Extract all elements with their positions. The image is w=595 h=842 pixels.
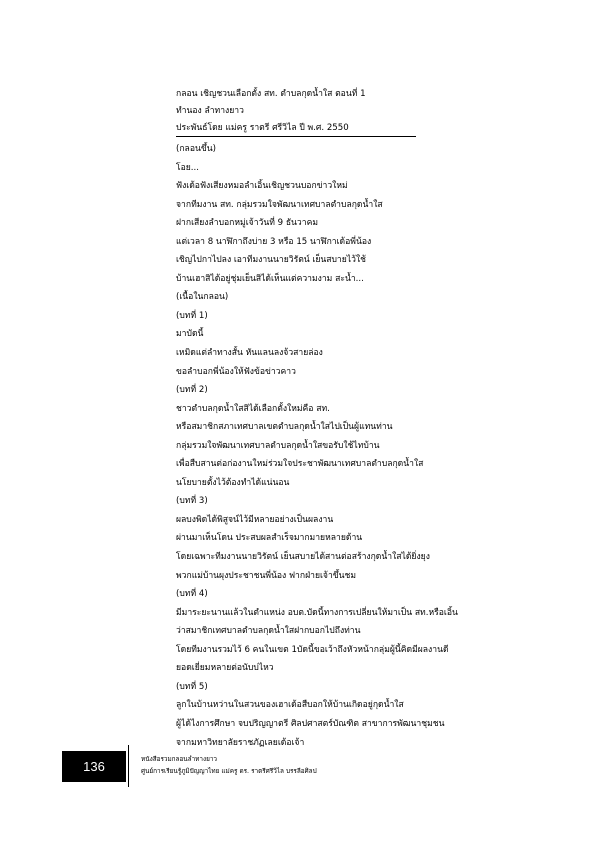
poem-line: (บทที่ 1) bbox=[176, 310, 208, 321]
poem-line: นโยบายตั้งไว้ต้องทำได้แน่นอน bbox=[176, 477, 290, 488]
poem-line: โดยทีมงานรวมไว้ 6 คนในเขต 1บัดนี้ขอเว้าถึงหัวหน้ากลุ่มผู้นี้คิดมีผลงานดี bbox=[176, 644, 449, 655]
poem-line: ฟังเด้อฟังเสียงหมอลำเอิ้นเชิญชวนบอกข่าวใหม่ bbox=[176, 181, 348, 192]
poem-line: จากทีมงาน สท. กลุ่มรวมใจพัฒนาเทศบาลตำบลกุดน้ำใส bbox=[176, 199, 383, 210]
poem-line: (บทที่ 5) bbox=[176, 681, 208, 692]
header-underline bbox=[176, 136, 416, 137]
poem-line: ชาวตำบลกุดน้ำใสสิได้เลือกตั้งใหม่คือ สท. bbox=[176, 403, 330, 414]
poem-line: เหมิดแต่ลำทางสั้น หันแลนลงจ้วสายล่อง bbox=[176, 348, 323, 359]
poem-line: พวกแม่บ้านผุงประชาชนพี่น้อง ฟากฝ่ายเจ้าขึ้นชม bbox=[176, 570, 357, 581]
poem-line: ฝากเสียงลำบอกหมู่เจ้าวันที่ 9 ธันวาคม bbox=[176, 218, 318, 229]
footer-publisher: ศูนย์การเรียนรู้ภูมิปัญญาไทย แม่ครู ดร. ราตรีศรีวิไล บรรลือศิลป bbox=[141, 767, 317, 775]
poem-line: จากมหาวิทยาลัยราชภัฏเลยเด้อเจ้า bbox=[176, 737, 305, 748]
poem-line: (บทที่ 2) bbox=[176, 385, 208, 396]
poem-line: (บทที่ 4) bbox=[176, 589, 208, 600]
poem-line: เชิญไปกาไปลง เอาทีมงานนายวิรัตน์ เย็นสบายไว้ใช้ bbox=[176, 255, 366, 266]
poem-line: บ้านเฮาสิได้อยู่ชุ่มเย็นสิได้เห็นแต่ความงาม สะน้ำ... bbox=[176, 273, 364, 284]
poem-body bbox=[176, 140, 546, 752]
poem-line: โดยเฉพาะทีมงานนายวิรัตน์ เย็นสบายได้สานต่อสร้างกุดน้ำใสได้ยิ่งยุง bbox=[176, 552, 430, 563]
poem-header bbox=[176, 86, 416, 137]
poem-line: (เนื้อในกลอน) bbox=[176, 292, 229, 303]
poem-line: ผู้ได้ไงการศึกษา จบปริญญาตรี ศิลปศาสตร์บัณฑิต สาขาการพัฒนาชุมชน bbox=[176, 718, 445, 729]
poem-line: ขอลำบอกพี่น้องให้ฟังข้อข่าวคาว bbox=[176, 366, 296, 377]
poem-line: เพื่อสืบสานต่อก่องานใหม่ร่วมใจประชาพัฒนาเทศบาลตำบลกุดน้ำใส bbox=[176, 459, 424, 470]
poem-line: โอย... bbox=[176, 162, 200, 173]
poem-line: ผ่านมาเห็นโดน ประสบผลสำเร็จมากมายหลายด้าน bbox=[176, 533, 363, 544]
poem-line: หรือสมาชิกสภาเทศบาลเขตตำบลกุดน้ำใสไปเป็นผู้แทนท่าน bbox=[176, 422, 393, 433]
poem-author: ประพันธ์โดย แม่ครู ราตรี ศรีวิไล ปี พ.ศ. 2550 bbox=[176, 123, 349, 133]
poem-line: กลุ่มรวมใจพัฒนาเทศบาลตำบลกุดน้ำใสขอรับใช้ไทบ้าน bbox=[176, 440, 380, 451]
poem-line: (กลอนขึ้น) bbox=[176, 144, 216, 154]
poem-melody: ทำนอง ลำทางยาว bbox=[176, 106, 244, 116]
footer-caption bbox=[141, 753, 471, 777]
poem-line: แต่เวลา 8 นาฬิกาถึงบ่าย 3 หรือ 15 นาฬิกาเด้อพี่น้อง bbox=[176, 236, 372, 247]
poem-line: มาบัดนี้ bbox=[176, 329, 204, 340]
page-number: 136 bbox=[62, 751, 126, 782]
footer-divider bbox=[128, 745, 129, 787]
poem-line: มีมาระยะนานแล้วในตำแหน่ง อบต.บัดนี้ทางการเปลี่ยนให้มาเป็น สท.หรือเอิ้น bbox=[176, 607, 458, 618]
poem-line: (บทที่ 3) bbox=[176, 496, 208, 507]
poem-line: ลูกในบ้านหว่านในสวนของเฮาเด้อสืบอกให้บ้านเกิดอยู่กุดน้ำใส bbox=[176, 700, 404, 711]
poem-line: ว่าสมาชิกเทศบาลตำบลกุดน้ำใสฝากบอกไปถึงท่าน bbox=[176, 626, 361, 637]
poem-line: ผลบงพิดได้พิสูจน์ไว้มีหลายอย่างเป็นผลงาน bbox=[176, 514, 334, 525]
poem-title: กลอน เชิญชวนเลือกตั้ง สท. ตำบลกุดน้ำใส ตอนที่ 1 bbox=[176, 89, 366, 99]
footer-book-title: หนังสือรวมกลอนลำทางยาว bbox=[141, 755, 218, 763]
poem-line: ยอดเยี่ยมหลายต่อนับบ่ไหว bbox=[176, 663, 274, 674]
